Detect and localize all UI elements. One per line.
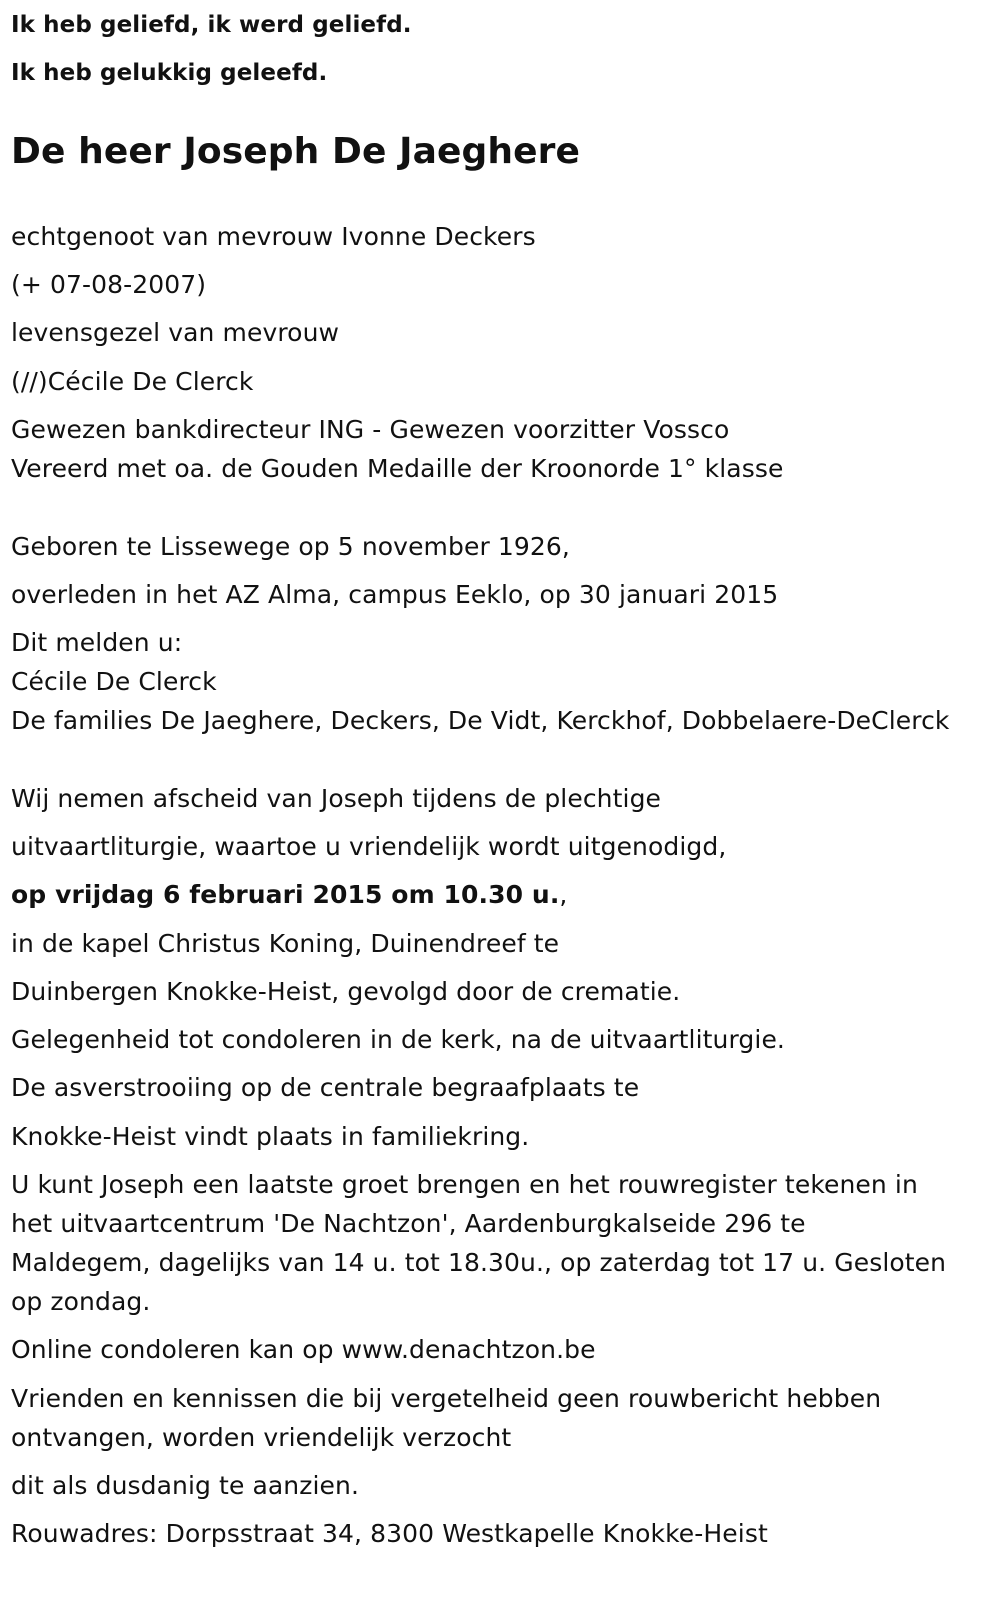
announcer-person: Cécile De Clerck (11, 667, 217, 696)
spouse-death-line: (+ 07-08-2007) (11, 270, 207, 299)
mourning-address: Rouwadres: Dorpsstraat 34, 8300 Westkapelle Knokke-Heist (11, 1519, 768, 1548)
friends-line-3: dit als dusdanig te aanzien. (11, 1471, 359, 1500)
scatter-line-1: De asverstrooiing op de centrale begraafplaats te (11, 1073, 640, 1102)
funeral-date-line (11, 875, 567, 915)
friends-line-1: Vrienden en kennissen die bij vergetelheid geen rouwbericht hebben (11, 1384, 882, 1413)
partner-line: (//)Cécile De Clerck (11, 367, 254, 396)
funeral-line-1: Wij nemen afscheid van Joseph tijdens de plechtige (11, 784, 662, 813)
visit-line-1: U kunt Joseph een laatste groet brengen en het rouwregister tekenen in (11, 1170, 918, 1199)
funeral-date-suffix: , (559, 880, 568, 909)
announcers-intro: Dit melden u: (11, 628, 183, 657)
friends-line-2: ontvangen, worden vriendelijk verzocht (11, 1423, 512, 1452)
announcer-families: De families De Jaeghere, Deckers, De Vidt, Kerckhof, Dobbelaere-DeClerck (11, 706, 950, 735)
funeral-place-line-2: Duinbergen Knokke-Heist, gevolgd door de crematie. (11, 977, 681, 1006)
deceased-name: De heer Joseph De Jaeghere (11, 131, 581, 172)
visit-line-4: op zondag. (11, 1287, 151, 1316)
spouse-line: echtgenoot van mevrouw Ivonne Deckers (11, 222, 536, 251)
career-line-1: Gewezen bankdirecteur ING - Gewezen voorzitter Vossco (11, 415, 730, 444)
career-line-2: Vereerd met oa. de Gouden Medaille der Kroonorde 1° klasse (11, 454, 784, 483)
funeral-line-2: uitvaartliturgie, waartoe u vriendelijk wordt uitgenodigd, (11, 832, 727, 861)
condolence-line: Gelegenheid tot condoleren in de kerk, na de uitvaartliturgie. (11, 1025, 785, 1054)
born-line: Geboren te Lissewege op 5 november 1926, (11, 532, 570, 561)
died-line: overleden in het AZ Alma, campus Eeklo, op 30 januari 2015 (11, 580, 779, 609)
visit-line-3: Maldegem, dagelijks van 14 u. tot 18.30u., op zaterdag tot 17 u. Gesloten (11, 1248, 947, 1277)
partner-intro-line: levensgezel van mevrouw (11, 318, 340, 347)
motto-line-1: Ik heb geliefd, ik werd geliefd. (11, 12, 412, 38)
funeral-place-line-1: in de kapel Christus Koning, Duinendreef te (11, 929, 560, 958)
funeral-date: op vrijdag 6 februari 2015 om 10.30 u. (11, 880, 560, 909)
scatter-line-2: Knokke-Heist vindt plaats in familiekring. (11, 1122, 530, 1151)
online-condolence-line: Online condoleren kan op www.denachtzon.be (11, 1335, 596, 1364)
visit-line-2: het uitvaartcentrum 'De Nachtzon', Aardenburgkalseide 296 te (11, 1209, 806, 1238)
motto-line-2: Ik heb gelukkig geleefd. (11, 60, 328, 86)
